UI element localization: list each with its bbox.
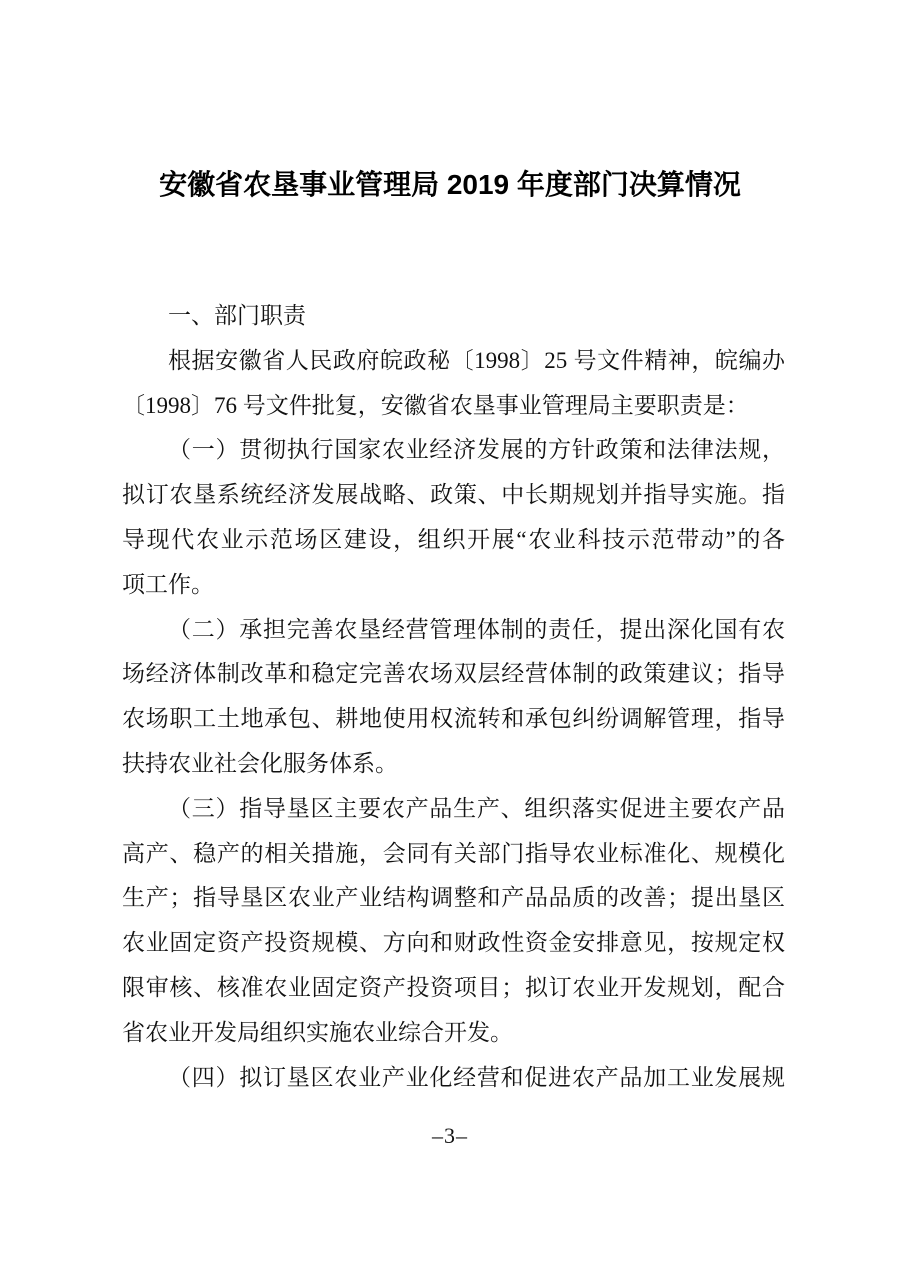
body-line: （四）拟订垦区农业产业化经营和促进农产品加工业发展规 — [168, 1064, 785, 1090]
body-line: 生产；指导垦区农业产业结构调整和产品品质的改善；提出垦区 — [122, 885, 785, 911]
body-line: 场经济体制改革和稳定完善农场双层经营体制的政策建议；指导 — [122, 661, 785, 687]
body-line: 拟订农垦系统经济发展战略、政策、中长期规划并指导实施。指 — [122, 482, 785, 508]
body-line: 农场职工土地承包、耕地使用权流转和承包纠纷调解管理，指导 — [122, 706, 785, 732]
body-line: （三）指导垦区主要农产品生产、组织落实促进主要农产品 — [168, 795, 785, 821]
section-heading: 一、部门职责 — [168, 303, 306, 328]
body-line: （一）贯彻执行国家农业经济发展的方针政策和法律法规， — [168, 437, 785, 463]
body-line: 省农业开发局组织实施农业综合开发。 — [122, 1019, 513, 1045]
body-line: 导现代农业示范场区建设，组织开展“农业科技示范带动”的各 — [122, 526, 785, 552]
body-line: 根据安徽省人民政府皖政秘〔1998〕25 号文件精神，皖编办 — [168, 347, 785, 373]
body-line: 〔1998〕76 号文件批复，安徽省农垦事业管理局主要职责是： — [122, 392, 749, 418]
body-line: 项工作。 — [122, 571, 214, 597]
page-number: –3– — [432, 1123, 468, 1148]
body-line: 高产、稳产的相关措施，会同有关部门指导农业标准化、规模化 — [122, 840, 785, 866]
body-line: 限审核、核准农业固定资产投资项目；拟订农业开发规划，配合 — [122, 974, 785, 1000]
document-title: 安徽省农垦事业管理局 2019 年度部门决算情况 — [159, 169, 741, 200]
body-line: 扶持农业社会化服务体系。 — [122, 750, 398, 776]
body-line: 农业固定资产投资规模、方向和财政性资金安排意见，按规定权 — [122, 930, 785, 956]
body-line: （二）承担完善农垦经营管理体制的责任，提出深化国有农 — [168, 616, 785, 642]
document-body — [122, 294, 785, 1100]
